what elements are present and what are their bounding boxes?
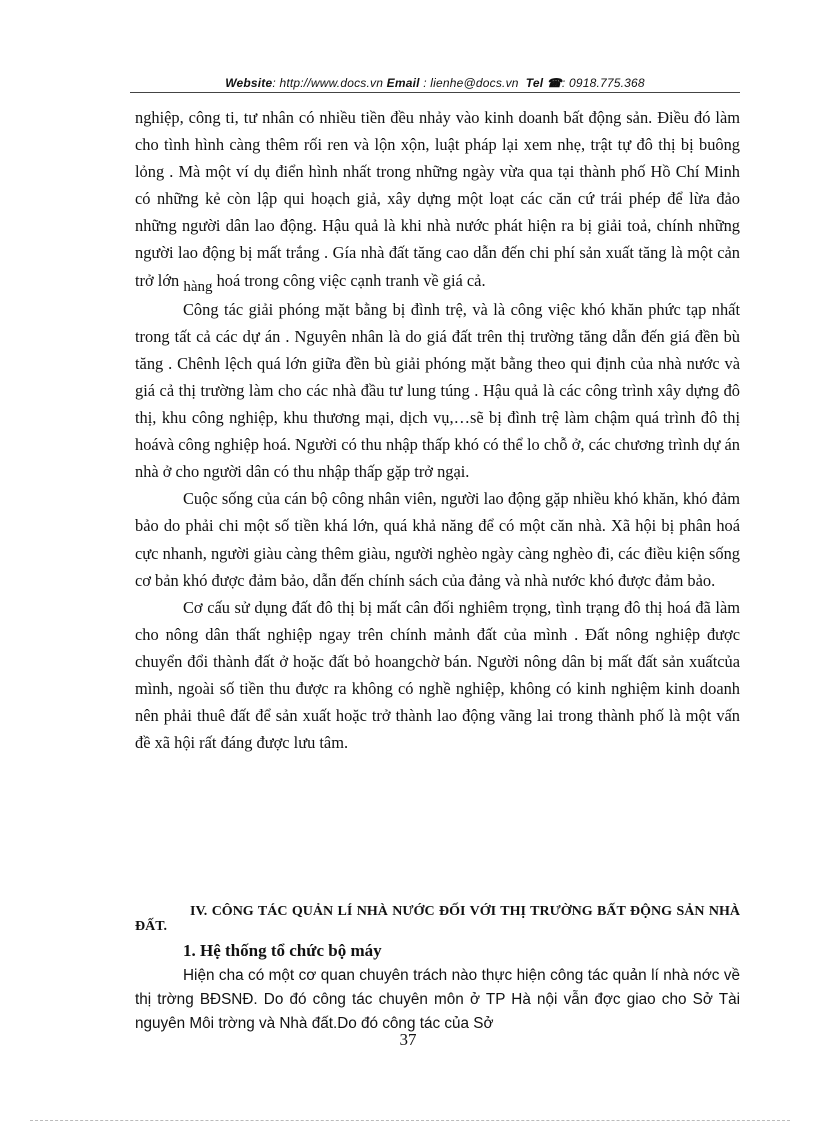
document-body [135,104,740,756]
email-value: : lienhe@docs.vn [423,76,519,90]
section-heading [135,904,740,934]
header-divider [130,92,740,93]
email-label: Email [386,76,420,90]
tel-label: Tel ☎ [525,76,562,90]
subsection-heading: 1. Hệ thống tổ chức bộ máy [183,941,382,960]
paragraph-2: Công tác giải phóng mặt bằng bị đình trệ, và là công việc khó khăn phức tạp nhất trong tất cả các dự án . Nguyên nhân là do giá đất trên thị trường tăng dẫn đến giá đền bù tăng . Chênh lệch quá lớn giữa đền bù giải phóng mặt bằng theo qui định của nhà nước và giá cả thị trường làm cho các nhà đầu tư lung túng . Hậu quả là các công trình xây dựng đô thị, khu công nghiệp, khu thương mại, dịch vụ,…sẽ bị đình trệ làm chậm quá trình đô thị hoávà công nghiệp hoá. Người có thu nhập thấp khó có thể lo chỗ ở, các chương trình dự án nhà ở cho người dân có thu nhập thấp gặp trở ngại. [135,299,740,482]
tel-value: : 0918.775.368 [561,76,645,90]
paragraph-3: Cuộc sống của cán bộ công nhân viên, người lao động gặp nhiều khó khăn, khó đảm bảo do phải chi một số tiền khá lớn, quá khả năng để có một căn nhà. Xã hội bị phân hoá cực nhanh, người giàu càng thêm giàu, người nghèo ngày càng nghèo đi, các điều kiện sống cơ bản khó được đảm bảo, dẫn đến chính sách của đảng và nhà nước khó được đảm bảo. [135,489,740,590]
section-heading-text: IV. CÔNG TÁC QUẢN LÍ NHÀ NƯỚC ĐỐI VỚI THỊ TRƯỜNG BẤT ĐỘNG SẢN NHÀ ĐẤT. [135,904,740,934]
website-value: : http://www.docs.vn [272,76,384,90]
paragraph-1-text: nghiệp, công ti, tư nhân có nhiều tiền đều nhảy vào kinh doanh bất động sản. Điều đó làm cho tình hình càng thêm rối ren và lộn xộn, luật pháp lại xem nhẹ, trật tự đô thị bị buông lỏng . Mà một ví dụ điển hình nhất trong những ngày vừa qua tại thành phố Hồ Chí Minh có những kẻ còn lập qui hoạch giả, xây dựng một loạt các căn cứ trái phép để lừa đảo những người dân lao động. Hậu quả là khi nhà nước phát hiện ra bị giải toả, chính những người lao động bị mất trắng . Gía nhà đất tăng cao dẫn đến chi phí sản xuất tăng là một cản trở lớn [135,108,740,290]
website-label: Website [225,76,273,90]
page-number: 37 [399,1030,417,1049]
paragraph-4: Cơ cấu sử dụng đất đô thị bị mất cân đối nghiêm trọng, tình trạng đô thị hoá đã làm cho nông dân thất nghiệp ngay trên chính mảnh đất của mình . Đất nông nghiệp được chuyển đổi thành đất ở hoặc đất bỏ hoangchờ bán. Người nông dân bị mất đất sản xuấtcủa mình, ngoài số tiền thu được ra không có nghề nghiệp, không có kinh nghiệm kinh doanh nên phải thuê đất để sản xuất hoặc trở thành lao động vãng lai trong thành phố là một vấn đề xã hội rất đáng được lưu tâm. [135,597,740,753]
paragraph-5: Hiện cha có một cơ quan chuyên trách nào thực hiện công tác quản lí nhà nớc về thị trờng BĐSNĐ. Do đó công tác chuyên môn ở TP Hà nội vẫn đợc giao cho Sở Tài nguyên Môi trờng và Nhà đất.Do đó công tác của Sở [135,967,740,1032]
paragraph-1 [135,104,740,296]
section-body [135,964,740,1036]
paragraph-1-end: hoá trong công việc cạnh tranh về giá cả. [216,270,486,290]
page-bottom-border [30,1120,790,1121]
page-header [130,76,740,90]
paragraph-1-subscript: hàng [183,278,213,295]
